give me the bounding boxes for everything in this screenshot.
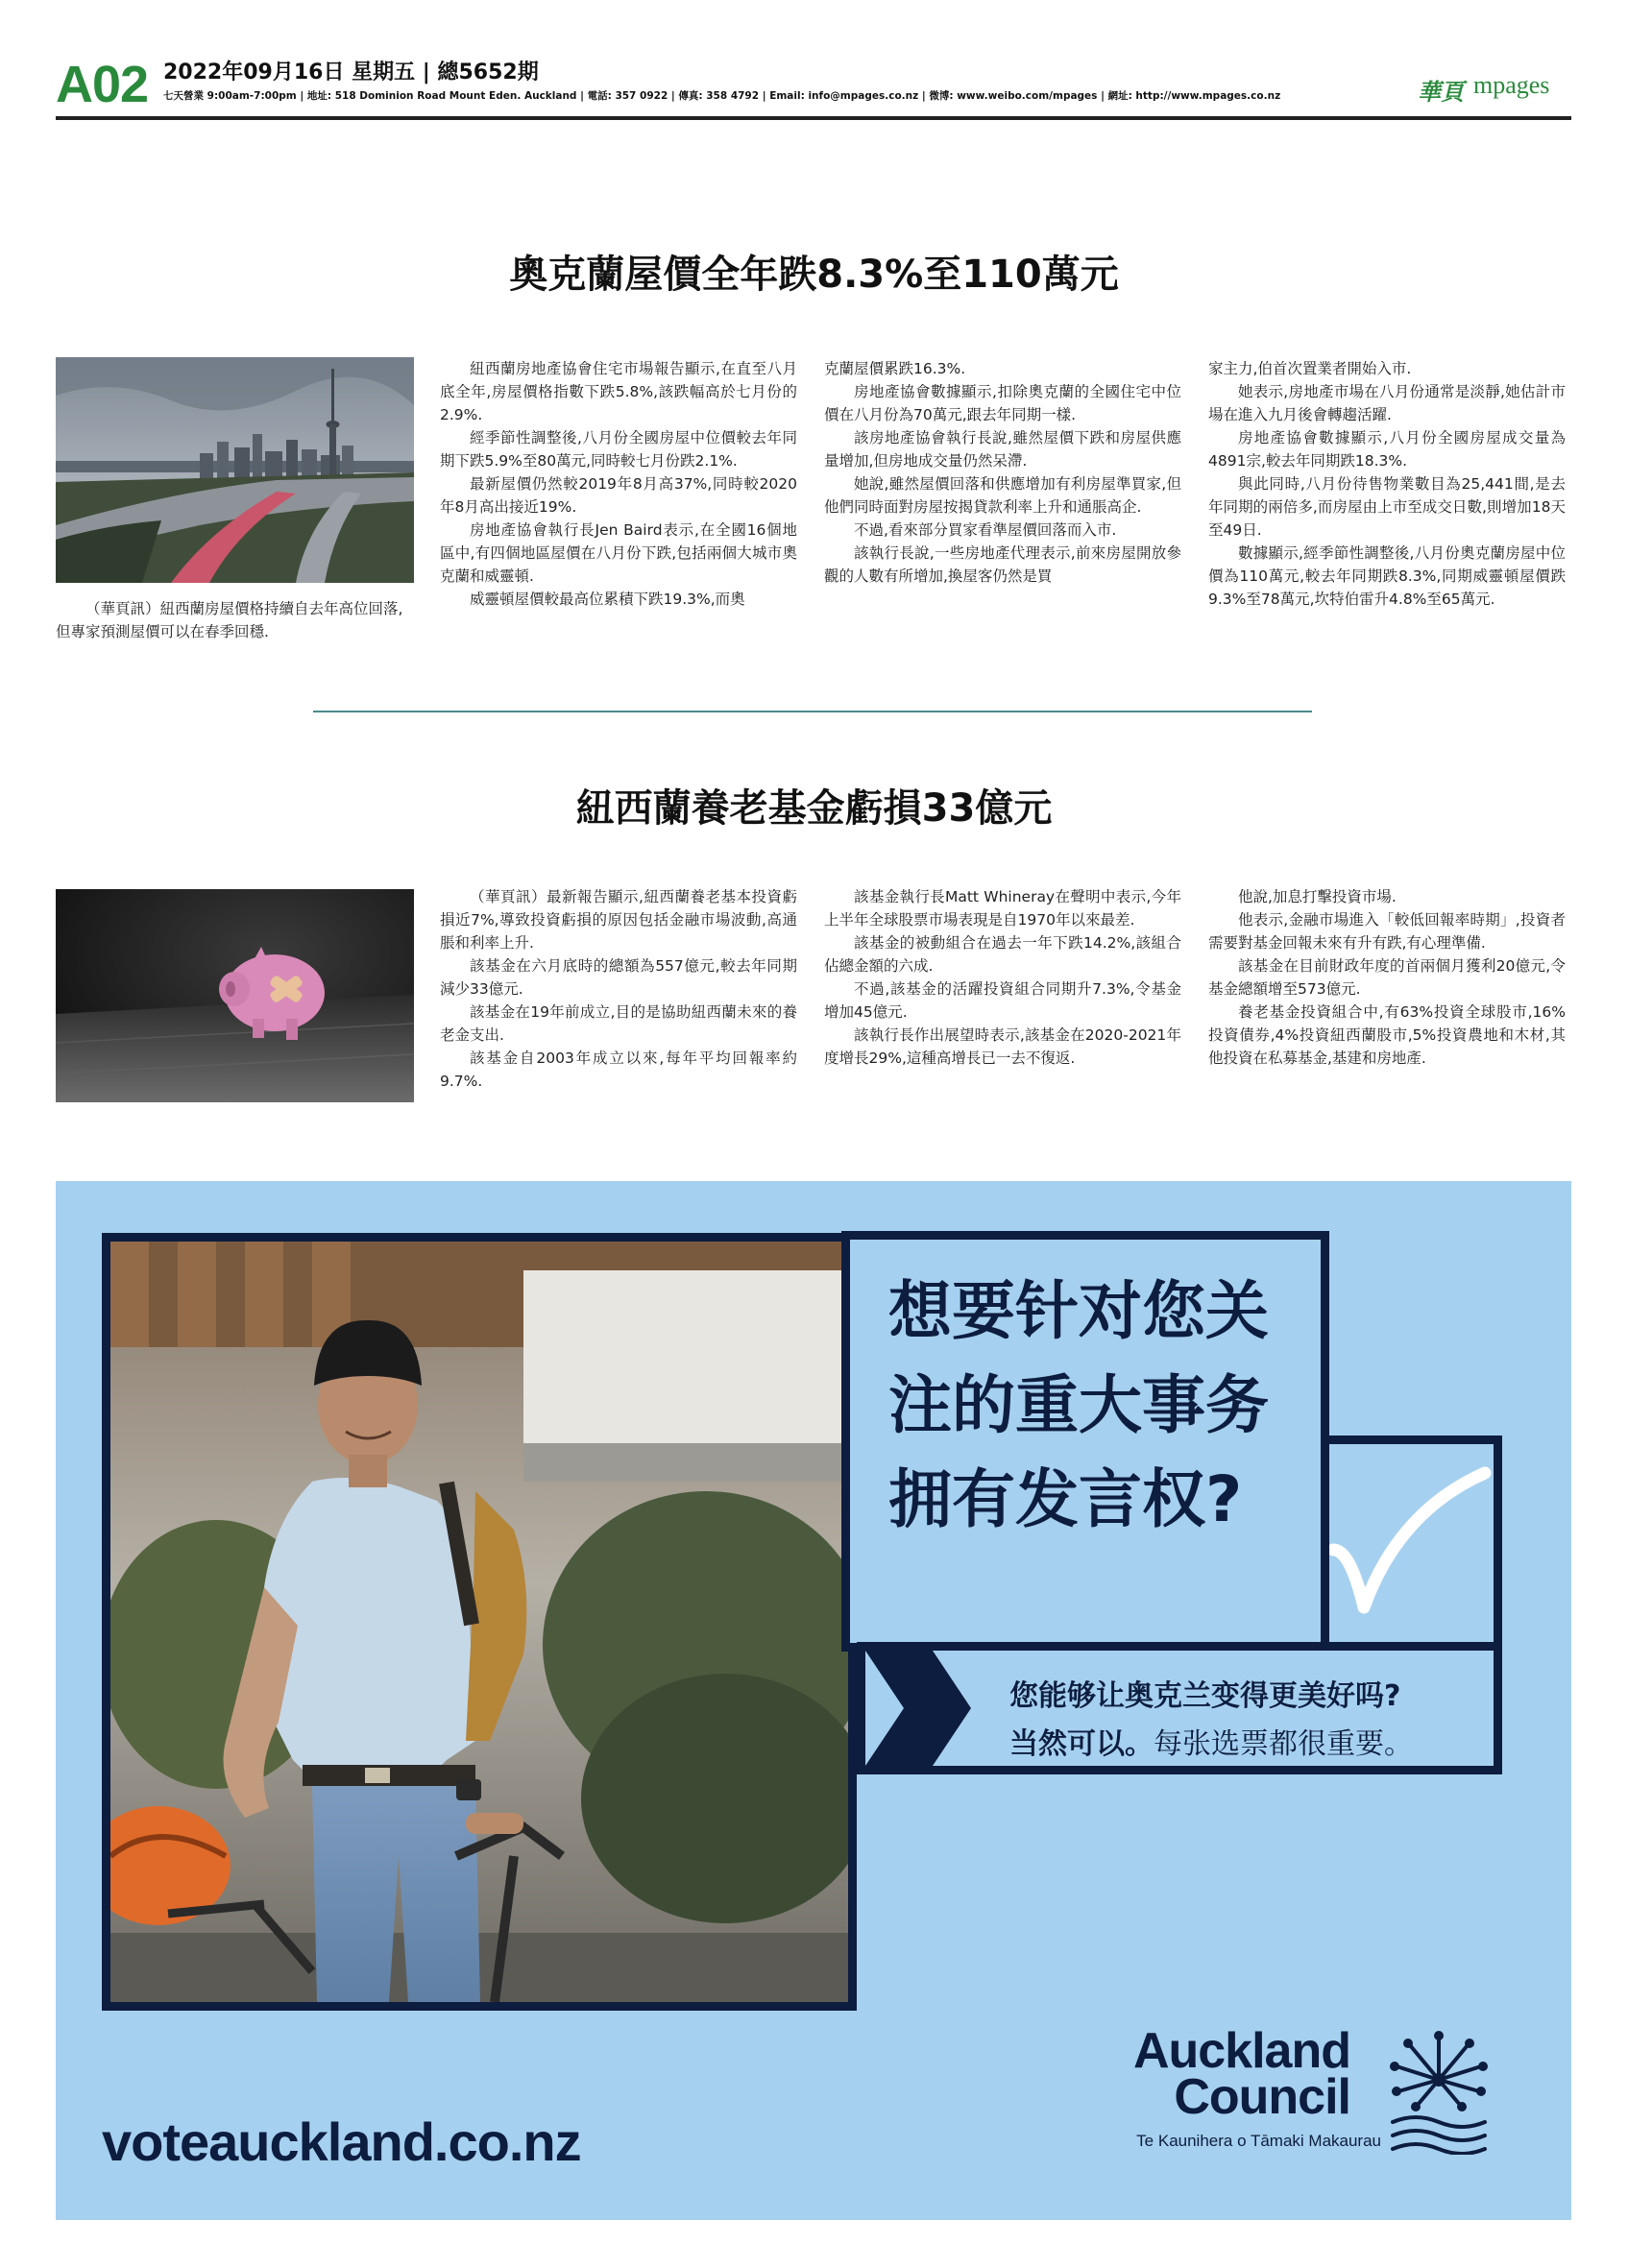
article2-col1-para: 該基金在六月底時的總額為557億元,較去年同期減少33億元. [440,957,797,998]
question-box [841,1231,1329,1652]
header-rule [56,116,1571,120]
page-header [56,52,1571,119]
article2-headline: 紐西蘭養老基金虧損33億元 [575,786,1053,831]
article2-column-2 [824,885,1181,1070]
article1-column-1 [440,357,797,611]
article2-col2-para: 該基金執行長Matt Whineray在聲明中表示,今年上半年全球股票市場表現是自1970年以來最差. [824,888,1181,929]
article2-col1-para: （華頁訊）最新報告顯示,紐西蘭養老基本投資虧損近7%,導致投資虧損的原因包括金融市場波動,高通脹和利率上升. [440,888,797,952]
vote-auckland-advertisement [56,1181,1571,2220]
ad-subheading-question: 您能够让奥克兰变得更美好吗? [1009,1679,1401,1713]
article-divider [313,711,1312,712]
article1-col3-para: 數據顯示,經季節性調整後,八月份奧克蘭房屋中位價為110萬元,較去年同期跌8.3%,同期威靈頓屋價跌9.3%至78萬元,坎特伯雷升4.8%至65萬元. [1208,544,1566,608]
pohutukawa-emblem-icon [1389,2028,1489,2155]
article2-column-1 [440,885,797,1093]
issue-date-line: 2022年09月16日 星期五 | 總5652期 [163,60,539,84]
page-number: A02 [56,56,149,113]
article1-col2-para: 該房地產協會執行長說,雖然屋價下跌和房屋供應量增加,但房地成交量仍然呆滯. [824,429,1181,470]
article1-col2-para: 該執行長說,一些房地產代理表示,前來房屋開放參觀的人數有所增加,換屋客仍然是買 [824,544,1181,585]
article1-col1-para: 經季節性調整後,八月份全國房屋中位價較去年同期下跌5.9%至80萬元,同時較七月份跌2.1%. [440,429,797,470]
article1-column-2 [824,357,1181,588]
ballot-tick-box [1322,1436,1502,1652]
ad-answer-bold: 当然可以。 [1009,1727,1154,1761]
article2-col3-para: 他說,加息打擊投資市場. [1238,888,1397,905]
piggy-bank-illustration [56,889,414,1102]
vote-auckland-url[interactable]: voteauckland.co.nz [102,2111,581,2172]
article1-col3-para: 家主力,伯首次置業者開始入市. [1208,360,1412,377]
article2-col1-para: 該基金自2003年成立以來,每年平均回報率約9.7%. [440,1050,797,1090]
article2-col3-para: 該基金在目前財政年度的首兩個月獲利20億元,令基金總額增至573億元. [1208,957,1566,998]
article1-col2-para: 克蘭屋價累跌16.3%. [824,360,966,377]
ad-subheading-answer [1009,1720,1413,1762]
subheading-box [857,1642,1502,1774]
article1-col3-para: 房地產協會數據顯示,八月份全國房屋成交量為4891宗,較去年同期跌18.3%. [1208,429,1566,470]
article1-col2-para: 不過,看來部分買家看準屋價回落而入市. [854,521,1117,539]
article1-col1-para: 房地產協會執行長Jen Baird表示,在全國16個地區中,有四個地區屋價在八月份下跌,包括兩個大城市奧克蘭和威靈頓. [440,521,797,585]
article1-column-3 [1208,357,1566,611]
contact-info-line: 七天營業 9:00am-7:00pm | 地址: 518 Dominion Road Mount Eden. Auckland | 電話: 357 0922 | 傳真: 358 4792 | Email: info@mpages.co.nz | 微博: www.weibo.com/mpages | 網址: http://www.mpages.co.nz [163,90,1281,102]
article1-caption: （華頁訊）紐西蘭房屋價格持續自去年高位回落,但專家預測屋價可以在春季回穩. [56,600,403,640]
article1-col3-para: 與此同時,八月份待售物業數目為25,441間,是去年同期的兩倍多,而房屋由上市至成交日數,則增加18天至49日. [1208,475,1566,539]
cyclist-illustration [110,1242,848,2002]
piggy-bank-photo [56,889,414,1102]
article2-col2-para: 該基金的被動組合在過去一年下跌14.2%,該組合佔總金額的六成. [824,934,1181,975]
article1-col1-para: 威靈頓屋價較最高位累積下跌19.3%,而奧 [470,591,745,608]
logo-english: mpages [1473,71,1550,99]
article1-headline: 奧克蘭屋價全年跌8.3%至110萬元 [509,253,1119,297]
article1-col1-para: 最新屋價仍然較2019年8月高37%,同時較2020年8月高出接近19%. [440,475,797,516]
cyclist-photo [102,1233,857,2011]
article2-col3-para: 養老基金投資組合中,有63%投資全球股市,16%投資債券,4%投資紐西蘭股市,5%投資農地和木材,其他投資在私募基金,基建和房地產. [1208,1003,1566,1067]
article2-col3-para: 他表示,金融市場進入「較低回報率時期」,投資者需要對基金回報未來有升有跌,有心理準備. [1208,911,1566,952]
article2-col2-para: 不過,該基金的活躍投資組合同期升7.3%,令基金增加45億元. [824,980,1181,1021]
auckland-skyline-photo [56,357,414,583]
article1-col1-para: 紐西蘭房地產協會住宅市場報告顯示,在直至八月底全年,房屋價格指數下跌5.8%,該跌幅高於七月份的2.9%. [440,360,797,423]
council-name-line1: Auckland [1132,2023,1350,2079]
article1-col2-para: 她說,雖然屋價回落和供應增加有利房屋準買家,但他們同時面對房屋按揭貸款利率上升和通脹高企. [824,475,1181,516]
article2-column-3 [1208,885,1566,1070]
council-name [1132,2023,1350,2125]
mpages-logo [1418,71,1571,111]
ad-question-headline: 想要针对您关注的重大事务拥有发言权? [888,1274,1269,1536]
logo-chinese: 華頁 [1418,78,1464,106]
chevron-arrow-icon [865,1651,971,1766]
checkmark-icon [1322,1444,1494,1652]
council-name-line2: Council [1174,2069,1350,2125]
article2-col2-para: 該執行長作出展望時表示,該基金在2020-2021年度增長29%,這種高增長已一去不復返. [824,1026,1181,1067]
article1-col2-para: 房地產協會數據顯示,扣除奧克蘭的全國住宅中位價在八月份為70萬元,跟去年同期一樣. [824,383,1181,423]
skyline-illustration [56,357,414,583]
article2-col1-para: 該基金在19年前成立,目的是協助紐西蘭未來的養老金支出. [440,1003,797,1044]
ad-answer-rest: 每张选票都很重要。 [1154,1727,1413,1761]
council-maori-name: Te Kaunihera o Tāmaki Makaurau [1136,2132,1381,2150]
auckland-council-logo [1110,2024,1523,2159]
article1-col3-para: 她表示,房地產市場在八月份通常是淡靜,她估計市場在進入九月後會轉趨活躍. [1208,383,1566,423]
